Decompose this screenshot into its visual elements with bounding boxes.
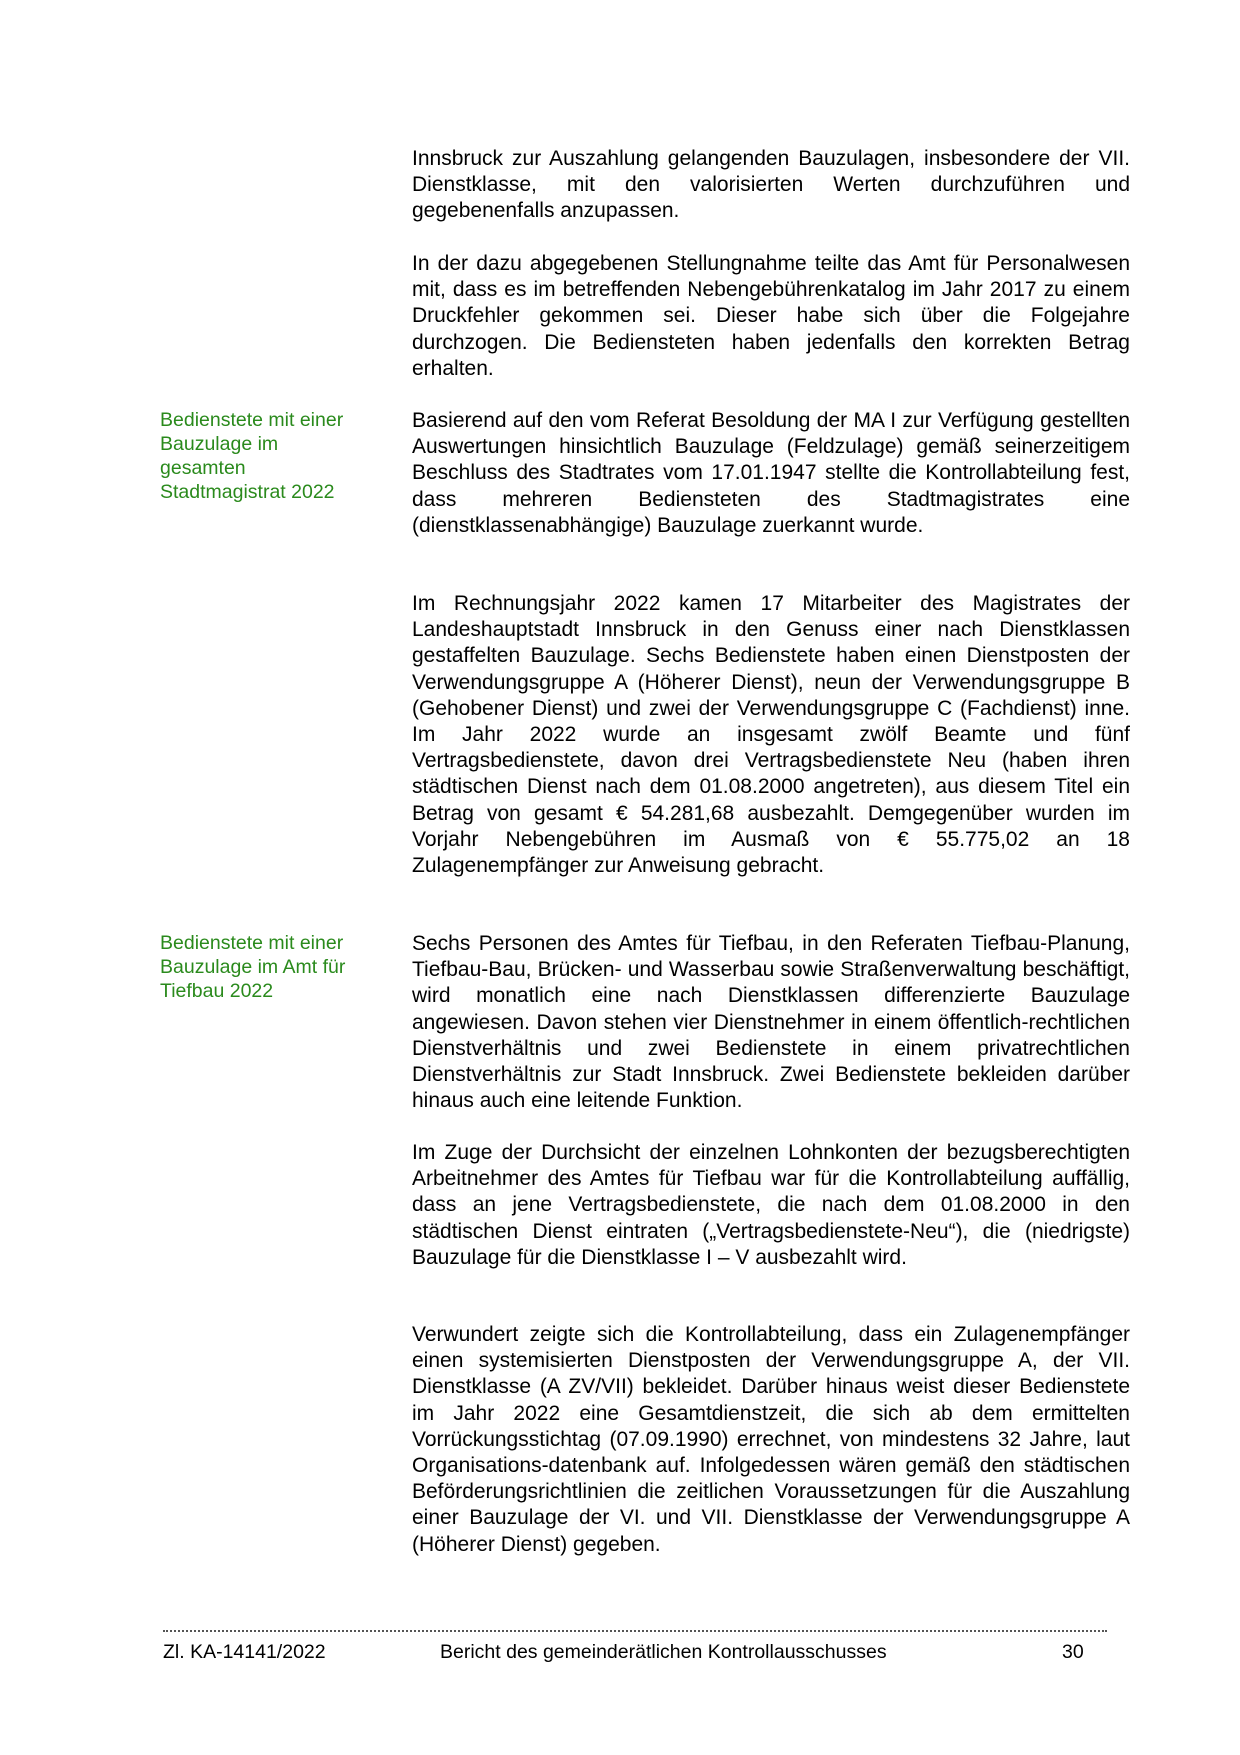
footer-page-number: 30 (1062, 1641, 1084, 1663)
body-paragraph-1: Innsbruck zur Auszahlung gelangenden Bauzulagen, insbesondere der VII. Dienstklasse, mit den valorisierten Werten durchzuführen und gegebenenfalls anzupassen. (412, 147, 1130, 223)
body-paragraph-5: Sechs Personen des Amtes für Tiefbau, in den Referaten Tiefbau-Planung, Tiefbau-Bau, Brücken- und Wasserbau sowie Straßenverwaltung beschäftigt, wird monatlich eine nach Dienstklassen differenzierte Bauzulage angewiesen. Davon stehen vier Dienstnehmer in einem öffentlich-rechtlichen Dienstverhältnis und zwei Bedienstete in einem privatrechtlichen Dienstverhältnis zur Stadt Innsbruck. Zwei Bedienstete bekleiden darüber hinaus auch eine leitende Funktion. (412, 932, 1130, 1113)
body-paragraph-4: Im Rechnungsjahr 2022 kamen 17 Mitarbeiter des Magistrates der Landeshauptstadt Innsbruck in den Genuss einer nach Dienstklassen gestaffelten Bauzulage. Sechs Bedienstete haben einen Dienstposten der Verwendungsgruppe A (Höherer Dienst), neun der Verwendungsgruppe B (Gehobener Dienst) und zwei der Verwendungsgruppe C (Fachdienst) inne. Im Jahr 2022 wurde an insgesamt zwölf Beamte und fünf Vertragsbedienstete, davon drei Vertragsbedienstete Neu (haben ihren städtischen Dienst nach dem 01.08.2000 angetreten), aus diesem Titel ein Betrag von gesamt € 54.281,68 ausbezahlt. Demgegenüber wurden im Vorjahr Nebengebühren im Ausmaß von € 55.775,02 an 18 Zulagenempfänger zur Anweisung gebracht. (412, 592, 1130, 878)
footer-reference: Zl. KA-14141/2022 (163, 1641, 326, 1663)
footer-divider (163, 1630, 1107, 1632)
body-paragraph-6: Im Zuge der Durchsicht der einzelnen Lohnkonten der bezugsberechtigten Arbeitnehmer des Amtes für Tiefbau war für die Kontrollabteilung auffällig, dass an jene Vertragsbedienstete, die nach dem 01.08.2000 in den städtischen Dienst eintraten („Vertragsbedienstete-Neu“), die (niedrigste) Bauzulage für die Dienstklasse I – V ausbezahlt wird. (412, 1141, 1130, 1269)
margin-note-tiefbau: Bedienstete mit einer Bauzulage im Amt für Tiefbau 2022 (160, 932, 346, 1002)
body-paragraph-2: In der dazu abgegebenen Stellungnahme teilte das Amt für Personalwesen mit, dass es im betreffenden Nebengebührenkatalog im Jahr 2017 zu einem Druckfehler gekommen sei. Dieser habe sich über die Folgejahre durchzogen. Die Bediensteten haben jedenfalls den korrekten Betrag erhalten. (412, 252, 1130, 380)
body-paragraph-7: Verwundert zeigte sich die Kontrollabteilung, dass ein Zulagenempfänger einen systemisierten Dienstposten der Verwendungsgruppe A, der VII. Dienstklasse (A ZV/VII) bekleidet. Darüber hinaus weist dieser Bedienstete im Jahr 2022 eine Gesamtdienstzeit, die sich ab dem ermittelten Vorrückungsstichtag (07.09.1990) errechnet, von mindestens 32 Jahre, laut Organisations-datenbank auf. Infolgedessen wären gemäß den städtischen Beförderungsrichtlinien die zeitlichen Voraussetzungen für die Auszahlung einer Bauzulage der VI. und VII. Dienstklasse der Verwendungsgruppe A (Höherer Dienst) gegeben. (412, 1323, 1130, 1556)
body-paragraph-3: Basierend auf den vom Referat Besoldung der MA I zur Verfügung gestellten Auswertungen hinsichtlich Bauzulage (Feldzulage) gemäß seinerzeitigem Beschluss des Stadtrates vom 17.01.1947 stellte die Kontrollabteilung fest, dass mehreren Bediensteten des Stadtmagistrates eine (dienstklassenabhängige) Bauzulage zuerkannt wurde. (412, 409, 1130, 537)
footer-title: Bericht des gemeinderätlichen Kontrollausschusses (440, 1641, 887, 1663)
margin-note-gesamt: Bedienstete mit einer Bauzulage im gesamten Stadtmagistrat 2022 (160, 409, 344, 503)
